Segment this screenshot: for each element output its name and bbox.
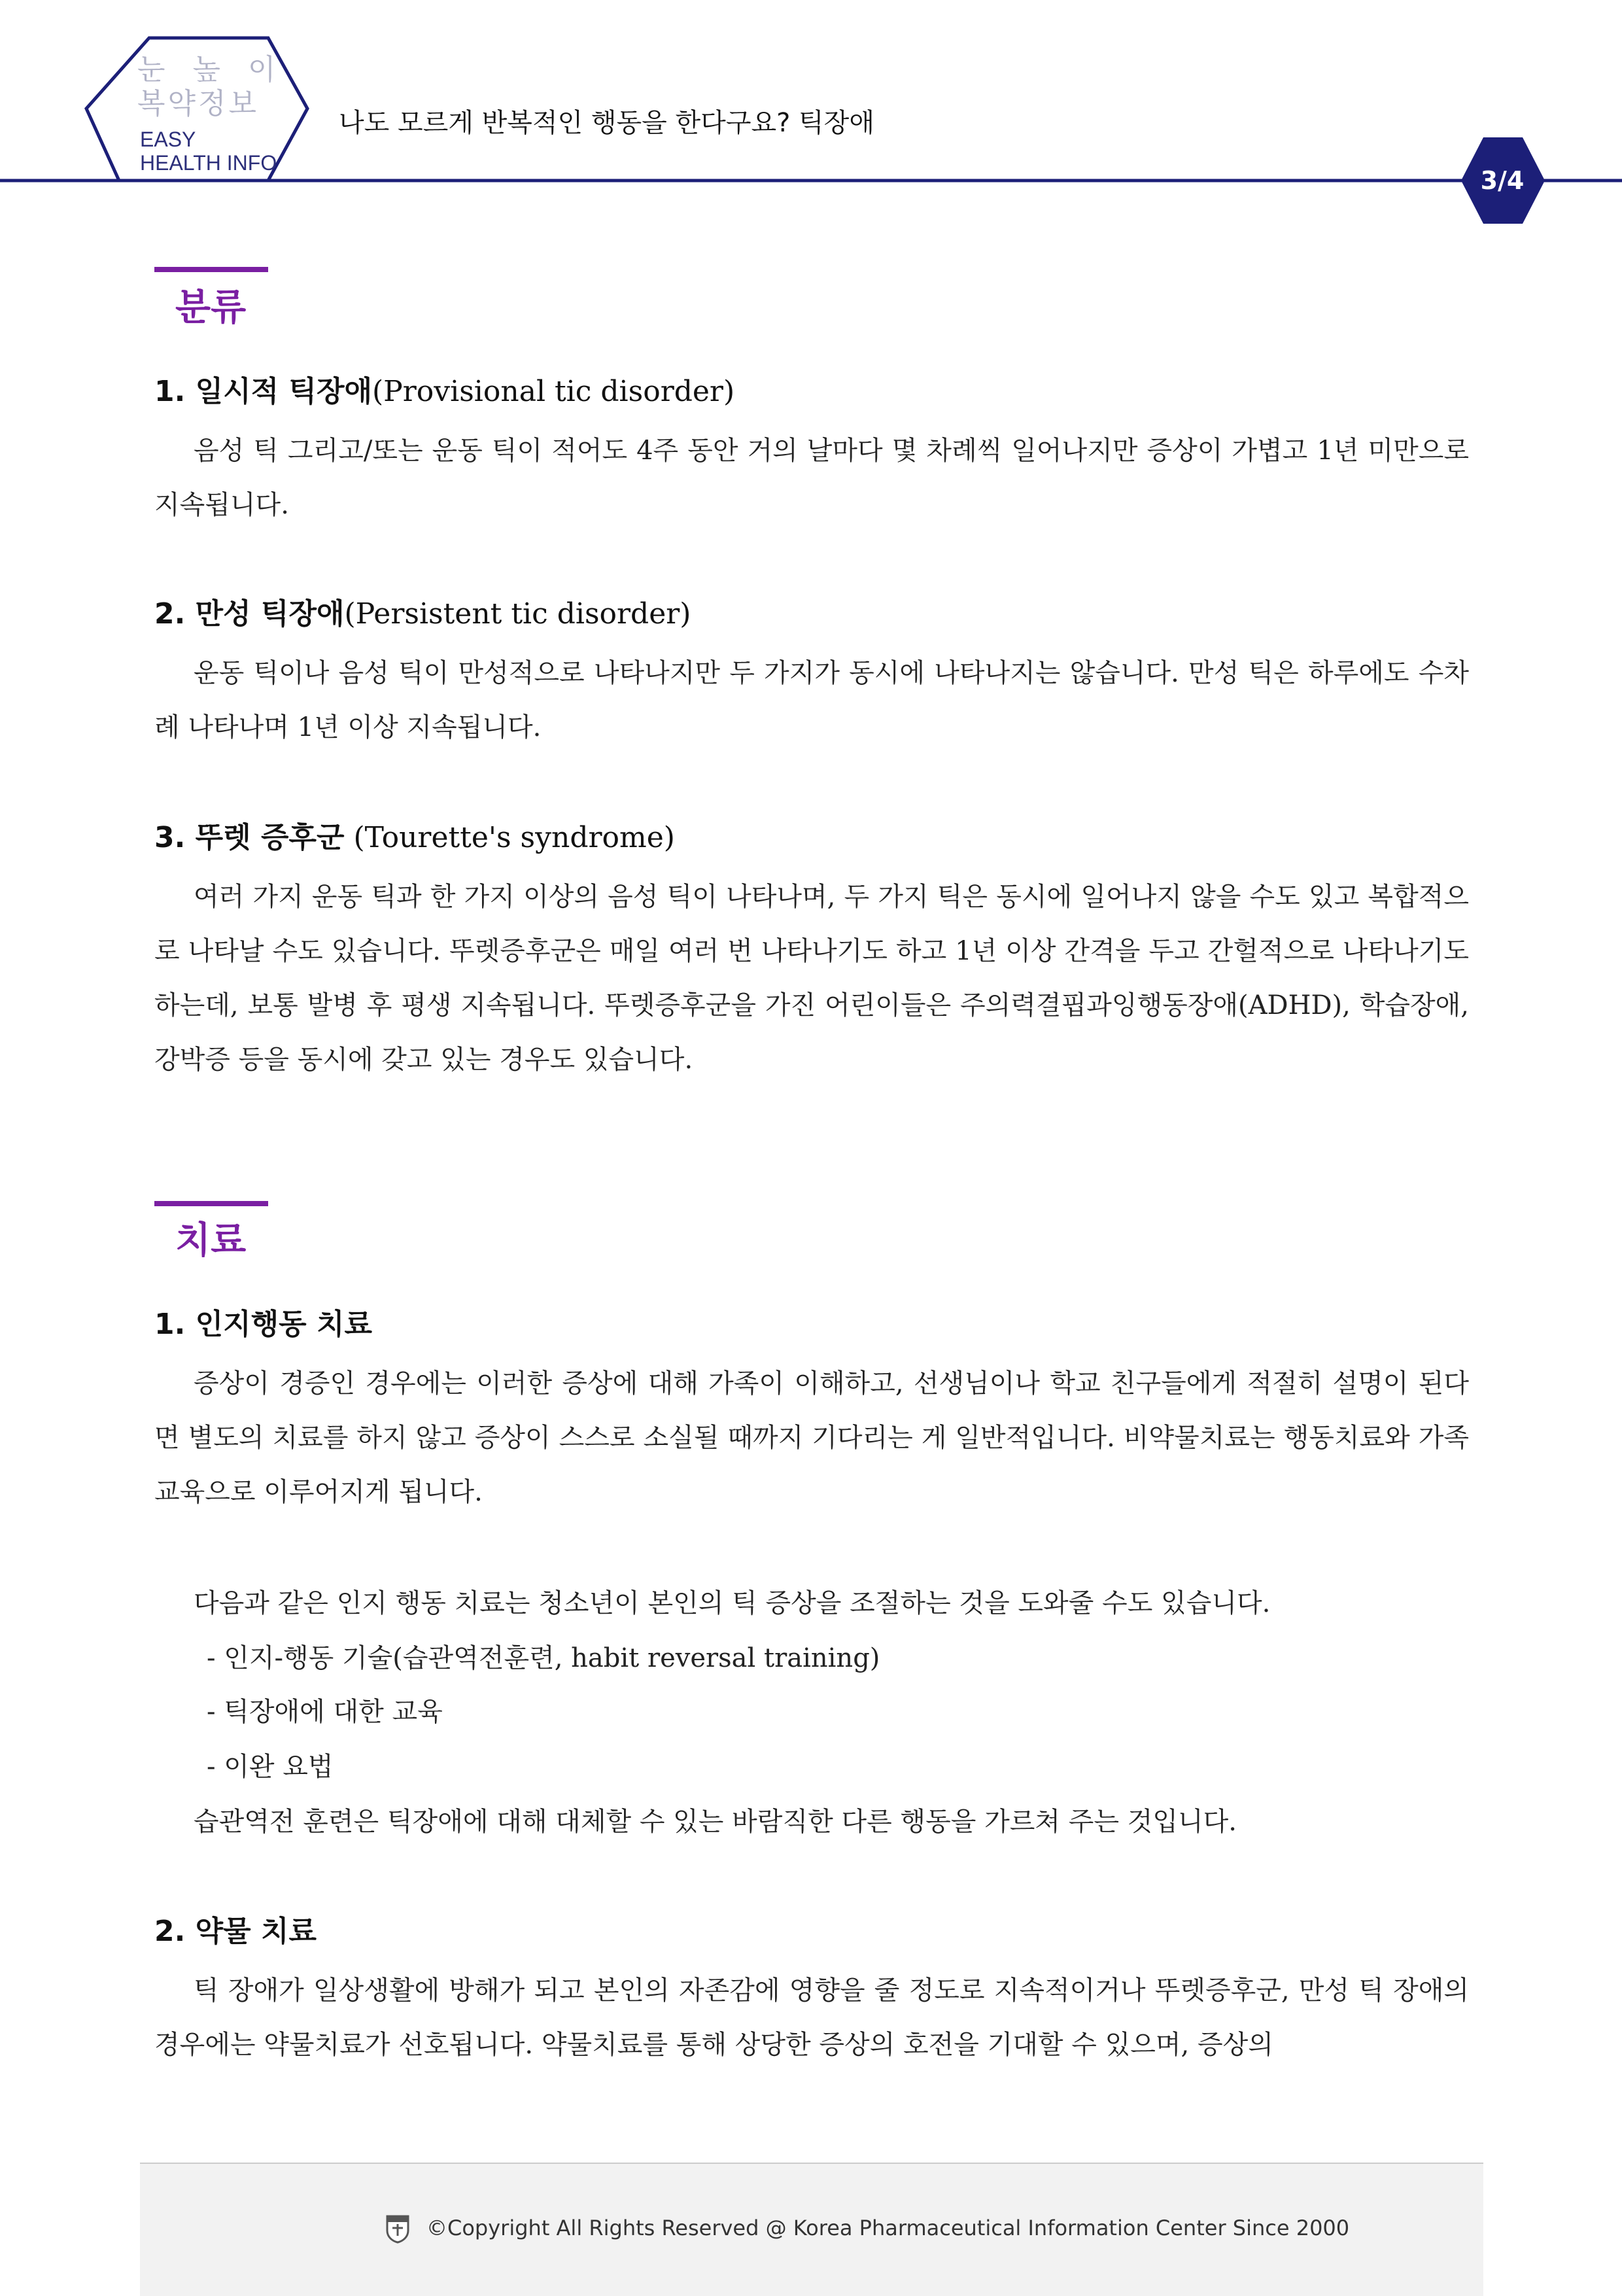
subheading-tourette [154,820,675,856]
paragraph-text: 증상이 경증인 경우에는 이러한 증상에 대해 가족이 이해하고, 선생님이나 학교 친구들에게 적절히 설명이 된다면 별도의 치료를 하지 않고 증상이 스스로 소실될 때까지 기다리는 게 일반적입니다. 비약물치료는 행동치료와 가족교육으로 이루어지게 됩니다. [154,1368,1469,1507]
section-title-treatment: 치료 [175,1219,247,1262]
section-title-classification: 분류 [175,287,247,329]
cbt-bullet-1: - 인지-행동 기술(습관역전훈련, habit reversal training) [207,1643,880,1673]
paragraph-text: 틱 장애가 일상생활에 방해가 되고 본인의 자존감에 영향을 줄 정도로 지속적이거나 뚜렛증후군, 만성 틱 장애의 경우에는 약물치료가 선호됩니다. 약물치료를 통해 상당한 증상의 호전을 기대할 수 있으며, 증상의 [154,1975,1469,2060]
logo-english-line2: HEALTH INFO [140,151,277,175]
section-divider [154,267,268,272]
page-number: 3/4 [1480,166,1525,195]
paragraph-cbt [154,1357,1469,1520]
subheading-ko: 1. 인지행동 치료 [154,1308,372,1341]
subheading-persistent [154,597,691,632]
section-divider [154,1201,268,1206]
paragraph-text: 여러 가지 운동 틱과 한 가지 이상의 음성 틱이 나타나며, 두 가지 틱은 동시에 일어나지 않을 수도 있고 복합적으로 나타날 수도 있습니다. 뚜렛증후군은 매일 여러 번 나타나기도 하고 1년 이상 간격을 두고 간헐적으로 나타나기도 하는데, 보통 발병 후 평생 지속됩니다. 뚜렛증후군을 가진 어린이들은 주의력결핍과잉행동장애(ADHD), 학습장애, 강박증 등을 동시에 갖고 있는 경우도 있습니다. [154,882,1469,1075]
paragraph-medication [154,1964,1469,2072]
subheading-ko: 2. 약물 치료 [154,1915,317,1948]
cbt-bullet-3: - 이완 요법 [207,1752,334,1782]
copyright-text: ©Copyright All Rights Reserved @ Korea Pharmaceutical Information Center Since 2000 [426,2216,1350,2240]
logo-korean-line1: 눈 높 이 [137,53,285,86]
document-title: 나도 모르게 반복적인 행동을 한다구요? 틱장애 [339,108,874,138]
subheading-medication [154,1914,317,1949]
paragraph-tourette [154,870,1469,1087]
logo-korean-line2: 복약정보 [137,87,260,120]
cbt-closing: 습관역전 훈련은 틱장애에 대해 대체할 수 있는 바람직한 다른 행동을 가르쳐 주는 것입니다. [194,1807,1237,1837]
subheading-en: (Provisional tic disorder) [372,375,735,408]
subheading-en: (Tourette's syndrome) [344,821,675,854]
logo-english-line1: EASY [140,128,196,151]
shield-icon [385,2214,411,2244]
subheading-ko: 3. 뚜렛 증후군 [154,821,345,854]
subheading-ko: 2. 만성 틱장애 [154,597,345,631]
subheading-provisional [154,374,734,409]
cbt-intro: 다음과 같은 인지 행동 치료는 청소년이 본인의 틱 증상을 조절하는 것을 도와줄 수도 있습니다. [194,1588,1271,1618]
subheading-ko: 1. 일시적 틱장애 [154,375,372,408]
subheading-cbt [154,1307,372,1342]
paragraph-text: 음성 틱 그리고/또는 운동 틱이 적어도 4주 동안 거의 날마다 몇 차례씩 일어나지만 증상이 가볍고 1년 미만으로 지속됩니다. [154,436,1469,520]
paragraph-provisional [154,424,1469,532]
paragraph-text: 운동 틱이나 음성 틱이 만성적으로 나타나지만 두 가지가 동시에 나타나지는 않습니다. 만성 틱은 하루에도 수차례 나타나며 1년 이상 지속됩니다. [154,658,1469,742]
subheading-en: (Persistent tic disorder) [344,597,691,631]
cbt-bullet-2: - 틱장애에 대한 교육 [207,1697,443,1727]
paragraph-persistent [154,646,1469,755]
